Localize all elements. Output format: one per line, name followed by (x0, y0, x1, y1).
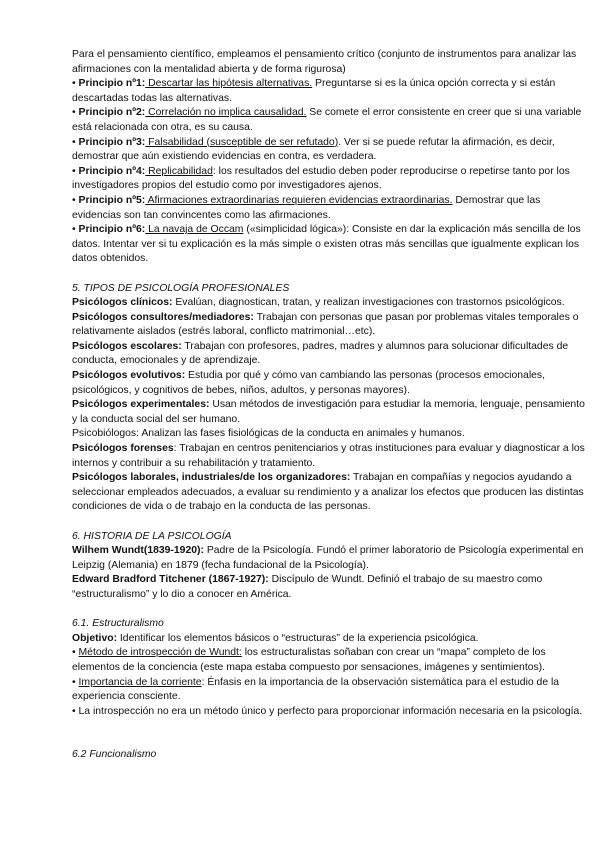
item-term: Psicólogos consultores/mediadores: (72, 311, 254, 323)
psychologist-types-list (72, 296, 592, 515)
principle-text: . Ver si se puede refutar la afirmación, es decir, demostrar que aún existiendo evidencias en contra, es verdadera. (72, 136, 555, 163)
principles-list (72, 77, 592, 267)
list-item (72, 398, 592, 427)
item-term: Psicólogos forenses (72, 443, 174, 455)
principle-label: Principio nº1 (78, 78, 142, 90)
bullet: • (72, 705, 76, 717)
principle-text: («simplicidad lógica»): Consiste en dar la explicación más sencilla de los datos. Intentar ver si tu explicación es la más simple o existen otras más sencillas que igualmente explican los datos obtenidos. (72, 224, 581, 265)
principle-text: Preguntarse si es la única opción correcta y si están descartadas todas las alternativas. (72, 78, 556, 104)
principle-item: • Principio nº4: Replicabilidad: los resultados del estudio deben poder reproducirse o repetirse tanto por los investigadores propios del estudio como por investigadores ajenos. (72, 165, 570, 192)
principle-title: La navaja de Occam (145, 224, 244, 236)
item-term: Psicólogos evolutivos: (72, 370, 186, 382)
principle-label: Principio nº6 (78, 224, 142, 236)
bullet: • (72, 647, 76, 659)
item-term: Edward Bradford Titchener (1867-1927): (72, 574, 269, 586)
principle-item: • Principio nº1: Descartar las hipótesis alternativas. Preguntarse si es la única opción correcta y si están descartadas todas las alternativas. (72, 78, 556, 104)
history-list (72, 544, 592, 602)
subsection-heading: 6.1. Estructuralismo (72, 618, 164, 630)
objective-text: Identificar los elementos básicos o “estructuras” de la experiencia psicológica. (117, 632, 479, 644)
list-item (72, 369, 592, 398)
bullet: • (72, 165, 76, 177)
item-text: Estudia por qué y cómo van cambiando las personas (procesos emocionales, psicológicos, y cognitivos de bebes, niños, adultos, y personas mayores). (72, 370, 545, 396)
structuralism-list (72, 646, 592, 719)
principle-title: Correlación no implica causalidad. (145, 107, 307, 119)
list-item (72, 705, 592, 720)
list-item (72, 676, 592, 705)
principle-title: Afirmaciones extraordinarias requieren evidencias extraordinarias. (145, 194, 453, 206)
subsection-heading: 6.2 Funcionalismo (72, 749, 157, 761)
item-text: Trabajan con personas que pasan por problemas vitales temporales o relativamente aislados (estrés laboral, conflicto matrimonial…etc). (72, 311, 579, 338)
list-item (72, 544, 592, 573)
document-page (72, 48, 592, 763)
principle-item: • Principio nº2: Correlación no implica causalidad. Se comete el error consistente en creer que si una variable está relacionada con otra, es su causa. (72, 107, 582, 133)
item-term: Psicólogos experimentales: (72, 399, 210, 411)
principle-title: Descartar las hipótesis alternativas. (145, 78, 313, 90)
item-term: Método de introspección de Wundt: (78, 647, 242, 659)
item-text: La introspección no era un método único y perfecto para proporcionar información necesaria en la psicología. (75, 705, 583, 717)
principle-label: Principio nº2 (78, 107, 142, 119)
item-text: Psicobiólogos: Analizan las fases fisiológicas de la conducta en animales y humanos. (72, 428, 465, 440)
item-term: Psicólogos laborales, industriales/de los organizadores: (72, 472, 351, 484)
section-heading: 6. HISTORIA DE LA PSICOLOGÍA (72, 530, 232, 542)
principle-label: Principio nº5 (78, 194, 142, 206)
intro-paragraph: Para el pensamiento científico, empleamos el pensamiento crítico (conjunto de instrumentos para analizar las afirmaciones con la mentalidad abierta y de forma rigurosa) (72, 49, 577, 75)
list-item (72, 427, 592, 442)
principle-title: Falsabilidad (susceptible de ser refutado) (145, 136, 339, 148)
item-text: Trabajan con profesores, padres, madres y alumnos para solucionar dificultades de conducta, emocionales y de aprendizaje. (72, 340, 569, 367)
item-term: Importancia de la corriente (78, 676, 202, 688)
item-text: : Trabajan en centros penitenciarios y otras instituciones para evaluar y diagnosticar a los internos y contribuir a su rehabilitación y tratamiento. (72, 443, 585, 469)
principle-text: Se comete el error consistente en creer que si una variable está relacionada con otra, es su causa. (72, 107, 582, 133)
list-item (72, 646, 592, 675)
bullet: • (72, 136, 76, 148)
principle-text: : los resultados del estudio deben poder reproducirse o repetirse tanto por los investigadores propios del estudio como por investigadores ajenos. (72, 165, 570, 192)
objective-line (72, 632, 592, 647)
item-text: Trabajan en compañías y negocios ayudando a seleccionar empleados adecuados, a evaluar su rendimiento y a analizar los efectos que producen las distintas condiciones de vida o de trabajo en la conducta de las personas. (72, 472, 584, 513)
item-text: Usan métodos de investigación para estudiar la memoria, lenguaje, pensamiento y la conducta social del ser humano. (72, 399, 585, 425)
principle-item: • Principio nº3: Falsabilidad (susceptible de ser refutado). Ver si se puede refutar la afirmación, es decir, demostrar que aún existiendo evidencias en contra, es verdadera. (72, 136, 555, 163)
principle-label: Principio nº4 (78, 165, 142, 177)
list-item (72, 573, 592, 602)
list-item (72, 340, 592, 369)
item-text: Padre de la Psicología. Fundó el primer laboratorio de Psicología experimental en Leipzig (Alemania) en 1879 (fecha fundacional de la Psicología). (72, 545, 584, 571)
item-text: Discípulo de Wundt. Definió el trabajo de su maestro como “estructuralismo” y lo dio a conocer en América. (72, 574, 543, 600)
bullet: • (72, 224, 76, 236)
bullet: • (72, 676, 76, 688)
principle-title: Replicabilidad (145, 165, 213, 177)
principle-item: • Principio nº5: Afirmaciones extraordinarias requieren evidencias extraordinarias. Demostrar que las evidencias son tan convincentes como las afirmaciones. (72, 194, 541, 221)
list-item (72, 296, 592, 311)
item-text: los estructuralistas soñaban con crear un “mapa” completo de los elementos de la conciencia (este mapa estaba compuesto por sensaciones, imágenes y sentimientos). (72, 647, 546, 673)
principle-text: Demostrar que las evidencias son tan convincentes como las afirmaciones. (72, 194, 541, 221)
list-item (72, 442, 592, 471)
item-text: Evalúan, diagnostican, tratan, y realizan investigaciones con trastornos psicológicos. (172, 297, 565, 309)
section-heading: 5. TIPOS DE PSICOLOGÍA PROFESIONALES (72, 282, 290, 294)
item-term: Psicólogos escolares: (72, 340, 182, 352)
objective-label: Objetivo: (72, 632, 118, 644)
item-text: : Énfasis en la importancia de la observación sistemática para el estudio de la experiencia consciente. (72, 676, 560, 703)
bullet: • (72, 78, 76, 90)
item-term: Psicólogos clínicos: (72, 297, 173, 309)
bullet: • (72, 107, 76, 119)
item-term: Wilhem Wundt(1839-1920): (72, 545, 204, 557)
list-item (72, 471, 592, 515)
bullet: • (72, 194, 76, 206)
principle-item: • Principio nº6: La navaja de Occam («simplicidad lógica»): Consiste en dar la explicación más sencilla de los datos. Intentar ver si tu explicación es la más simple o existen otras más sencillas que igualmente explican los datos obtenidos. (72, 224, 581, 265)
list-item (72, 311, 592, 340)
principle-label: Principio nº3 (78, 136, 142, 148)
